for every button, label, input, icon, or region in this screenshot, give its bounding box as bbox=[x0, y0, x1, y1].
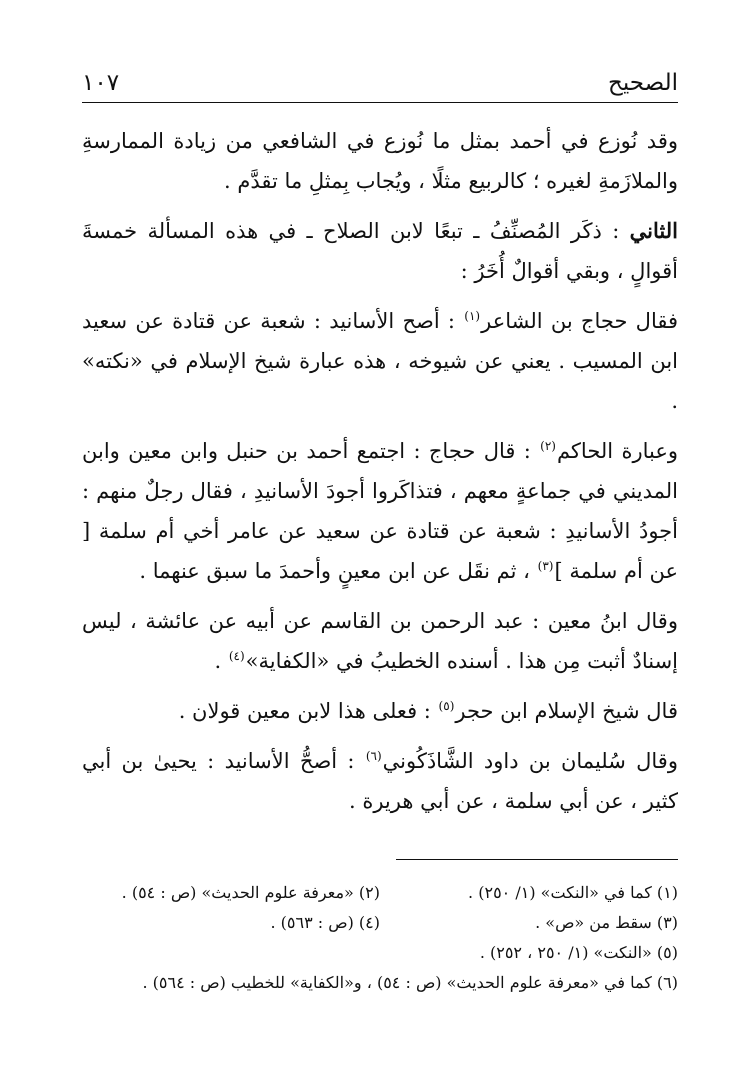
paragraph-text: قال شيخ الإسلام ابن حجر bbox=[455, 699, 678, 723]
paragraph-3 bbox=[82, 301, 678, 421]
running-header bbox=[82, 58, 678, 103]
paragraph-lead: الثاني bbox=[629, 218, 678, 243]
paragraph-text: فقال حجاج بن الشاعر bbox=[481, 309, 679, 333]
paragraph-7 bbox=[82, 741, 678, 821]
paragraph-4 bbox=[82, 431, 678, 591]
footnote-marker[interactable]: (٣) bbox=[537, 559, 554, 573]
footnote-6: (٦) كما في «معرفة علوم الحديث» (ص : ٥٤) ، و«الكفاية» للخطيب (ص : ٥٦٤) . bbox=[142, 973, 678, 992]
footnote-3: (٣) سقط من «ص» . bbox=[535, 913, 678, 932]
footnote-marker[interactable]: (١) bbox=[464, 309, 481, 323]
main-text bbox=[82, 121, 678, 821]
paragraph-text: ، ثم نقَل عن ابن معينٍ وأحمدَ ما سبق عنهما . bbox=[139, 559, 537, 583]
paragraph-text: وعبارة الحاكم bbox=[556, 439, 678, 463]
chapter-title: الصحيح bbox=[608, 70, 678, 96]
page-number: ١٠٧ bbox=[82, 70, 120, 96]
footnote-marker[interactable]: (٥) bbox=[438, 699, 455, 713]
paragraph-5 bbox=[82, 601, 678, 681]
paragraph-text: : أصحُّ الأسانيد : يحيىٰ بن أبي كثير ، عن أبي سلمة ، عن أبي هريرة . bbox=[82, 749, 678, 813]
footnote-marker[interactable]: (٢) bbox=[540, 439, 556, 453]
footnote-marker[interactable]: (٦) bbox=[365, 749, 382, 763]
footnote-separator bbox=[396, 859, 678, 860]
paragraph-text: . bbox=[214, 649, 228, 673]
footnote-5: (٥) «النكت» (١/ ٢٥٠ ، ٢٥٢) . bbox=[479, 943, 678, 962]
paragraph-text: : قال حجاج : اجتمع أحمد بن حنبل وابن معين وابن المديني في جماعةٍ معهم ، فتذاكَروا أجودَ الأسانيدِ ، فقال رجلٌ منهم : أجودُ الأسانيدِ : شعبة عن قتادة عن سعيد عن عامر أخي أم سلمة [ عن أم سلمة ] bbox=[82, 439, 678, 583]
paragraph-text: : ذكَر المُصنِّفُ ـ تبعًا لابن الصلاح ـ في هذه المسألة خمسةَ أقوالٍ ، وبقي أقوالٌ أُخَرُ : bbox=[82, 219, 678, 283]
footnote-marker[interactable]: (٤) bbox=[228, 649, 245, 663]
footnote-row bbox=[82, 878, 678, 908]
paragraph-2 bbox=[82, 211, 678, 291]
paragraph-text: وقد نُوزع في أحمد بمثل ما نُوزع في الشافعي من زيادة الممارسةِ والملازَمةِ لغيره ؛ كالربيع مثلًا ، ويُجاب بِمثلِ ما تقدَّم . bbox=[82, 129, 678, 193]
footnotes bbox=[82, 878, 678, 998]
paragraph-6 bbox=[82, 691, 678, 731]
footnote-1: (١) كما في «النكت» (١/ ٢٥٠) . bbox=[468, 883, 678, 902]
footnote-row bbox=[82, 908, 678, 938]
footnote-4: (٤) (ص : ٥٦٣) . bbox=[270, 913, 380, 932]
book-page bbox=[82, 58, 678, 998]
footnote-2: (٢) «معرفة علوم الحديث» (ص : ٥٤) . bbox=[121, 883, 380, 902]
footnote-row bbox=[82, 968, 678, 998]
paragraph-text: وقال ابنُ معين : عبد الرحمن بن القاسم عن أبيه عن عائشة ، ليس إسنادٌ أثبت مِن هذا . أسنده الخطيبُ في «الكفاية» bbox=[82, 609, 678, 673]
paragraph-text: : فعلى هذا لابن معين قولان . bbox=[178, 699, 438, 723]
paragraph-1 bbox=[82, 121, 678, 201]
paragraph-text: وقال سُليمان بن داود الشَّاذَكُوني bbox=[382, 749, 678, 773]
footnote-row bbox=[82, 938, 678, 968]
paragraph-text: : أصح الأسانيد : شعبة عن قتادة عن سعيد ابن المسيب . يعني عن شيوخه ، هذه عبارة شيخ الإسلام في «نكته» . bbox=[82, 309, 678, 413]
